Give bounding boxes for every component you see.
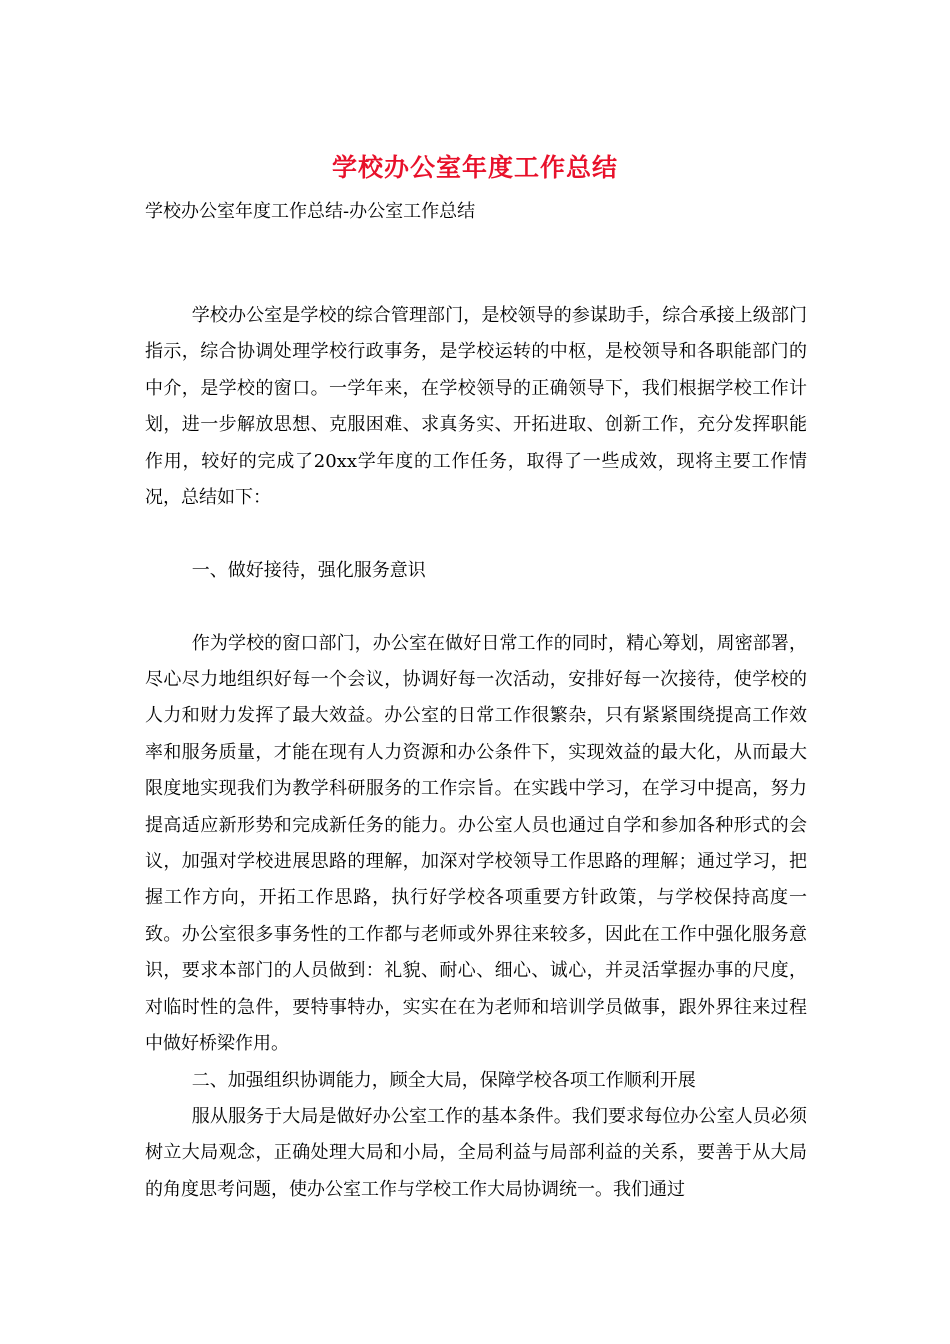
document-body xyxy=(145,298,807,1208)
document-subtitle: 学校办公室年度工作总结-办公室工作总结 xyxy=(145,201,476,222)
section-heading-2: 二、加强组织协调能力，顾全大局，保障学校各项工作顺利开展 xyxy=(191,1069,696,1091)
paragraph-section-1: 作为学校的窗口部门，办公室在做好日常工作的同时，精心筹划，周密部署，尽心尽力地组织好每一个会议，协调好每一次活动，安排好每一次接待，使学校的人力和财力发挥了最大效益。办公室的日常工作很繁杂，只有紧紧围绕提高工作效率和服务质量，才能在现有人力资源和办公条件下，实现效益的最大化，从而最大限度地实现我们为教学科研服务的工作宗旨。在实践中学习，在学习中提高，努力提高适应新形势和完成新任务的能力。办公室人员也通过自学和参加各种形式的会议，加强对学校进展思路的理解，加深对学校领导工作思路的理解；通过学习，把握工作方向，开拓工作思路，执行好学校各项重要方针政策，与学校保持高度一致。办公室很多事务性的工作都与老师或外界往来较多，因此在工作中强化服务意识，要求本部门的人员做到：礼貌、耐心、细心、诚心，并灵活掌握办事的尺度，对临时性的急件，要特事特办，实实在在为老师和培训学员做事，跟外界往来过程中做好桥梁作用。 xyxy=(145,632,807,1055)
section-heading-1: 一、做好接待，强化服务意识 xyxy=(191,559,426,581)
paragraph-section-2: 服从服务于大局是做好办公室工作的基本条件。我们要求每位办公室人员必须树立大局观念，正确处理大局和小局，全局利益与局部利益的关系，要善于从大局的角度思考问题，使办公室工作与学校工作大局协调统一。我们通过 xyxy=(145,1105,807,1200)
paragraph-intro: 学校办公室是学校的综合管理部门，是校领导的参谋助手，综合承接上级部门指示，综合协调处理学校行政事务，是学校运转的中枢，是校领导和各职能部门的中介，是学校的窗口。一学年来，在学校领导的正确领导下，我们根据学校工作计划，进一步解放思想、克服困难、求真务实、开拓进取、创新工作，充分发挥职能作用，较好的完成了20xx学年度的工作任务，取得了一些成效，现将主要工作情况，总结如下： xyxy=(145,305,807,509)
document-title: 学校办公室年度工作总结 xyxy=(331,153,618,182)
